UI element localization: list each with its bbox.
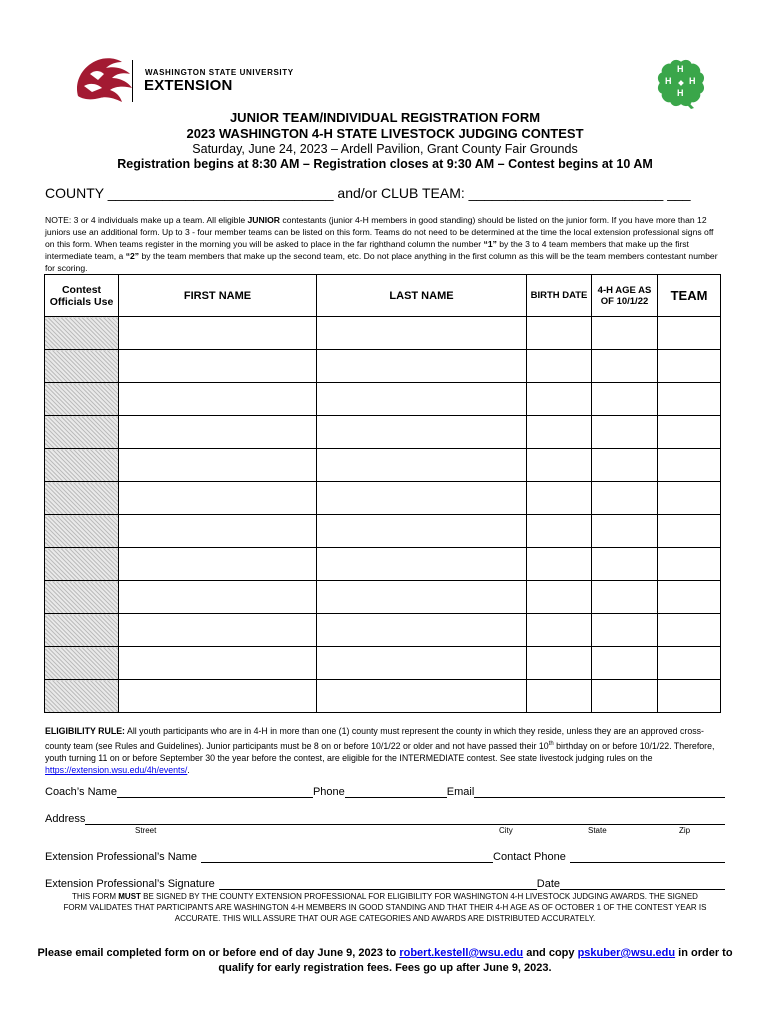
ext-signature-label: Extension Professional’s Signature (45, 878, 215, 890)
instructions-note: NOTE: 3 or 4 individuals make up a team. All eligible JUNIOR contestants (junior 4-H members in good standing) should be listed on the junior form. If you have more than 12 juniors use an additional form. Up to 3 - four member teams can be listed on this form. Teams do not need to be determined at the time the local extension professional signs off on this form. When teams register in the morning you will be asked to place in the far righthand column the number “1” by the 3 to 4 team members that make up the first intermediate team, a “2” by the team members that make up the second team, etc. Do not place anything in the first column as this will be the team members contestant number for scoring. (45, 215, 718, 273)
first-name-cell[interactable] (119, 647, 317, 680)
age-cell[interactable] (592, 515, 658, 548)
table-row (45, 350, 721, 383)
team-cell[interactable] (658, 449, 721, 482)
table-row (45, 581, 721, 614)
header-team: TEAM (658, 275, 721, 317)
team-cell[interactable] (658, 614, 721, 647)
registration-times: Registration begins at 8:30 AM – Registration closes at 9:30 AM – Contest begins at 10 AM (117, 157, 653, 171)
age-cell[interactable] (592, 449, 658, 482)
header-4h-age: 4-H AGE AS OF 10/1/22 (592, 275, 658, 317)
team-cell[interactable] (658, 383, 721, 416)
birth-date-cell[interactable] (527, 416, 592, 449)
ext-name-field[interactable] (201, 851, 493, 863)
email-link-kuber[interactable]: pskuber@wsu.edu (577, 947, 676, 959)
registration-table (44, 274, 721, 713)
first-name-cell[interactable] (119, 581, 317, 614)
coach-name-label: Coach’s Name (45, 786, 117, 798)
county-club-team-field[interactable]: COUNTY _____________________________ and/or CLUB TEAM: _________________________ ___ (45, 185, 691, 201)
first-name-cell[interactable] (119, 449, 317, 482)
coach-contact-row (45, 786, 725, 798)
first-name-cell[interactable] (119, 482, 317, 515)
svg-text:H: H (665, 76, 672, 86)
birth-date-cell[interactable] (527, 581, 592, 614)
contact-phone-label: Contact Phone (493, 851, 566, 863)
team-cell[interactable] (658, 548, 721, 581)
first-name-cell[interactable] (119, 350, 317, 383)
extension-professional-row (45, 851, 725, 863)
event-date-location: Saturday, June 24, 2023 – Ardell Pavilion, Grant County Fair Grounds (192, 142, 578, 156)
age-cell[interactable] (592, 416, 658, 449)
wsu-name: WASHINGTON STATE UNIVERSITY (145, 68, 294, 77)
phone-label: Phone (312, 786, 345, 798)
birth-date-cell[interactable] (527, 449, 592, 482)
signature-row (45, 878, 725, 890)
submission-instructions: Please email completed form on or before end of day June 9, 2023 to robert.kestell@wsu.edu and copy pskuber@wsu.edu in order to qualify for early registration fees. Fees go up after June 9, 2023. (37, 947, 733, 974)
age-cell[interactable] (592, 548, 658, 581)
first-name-cell[interactable] (119, 548, 317, 581)
contest-number-cell (45, 350, 119, 383)
team-cell[interactable] (658, 416, 721, 449)
coach-name-field[interactable] (117, 786, 313, 798)
wsu-cougar-logo (70, 52, 140, 104)
table-row (45, 482, 721, 515)
team-cell[interactable] (658, 317, 721, 350)
last-name-cell[interactable] (317, 449, 527, 482)
street-label: Street (135, 826, 157, 835)
team-cell[interactable] (658, 515, 721, 548)
first-name-cell[interactable] (119, 416, 317, 449)
table-row (45, 680, 721, 713)
table-row (45, 647, 721, 680)
contest-number-cell (45, 647, 119, 680)
birth-date-cell[interactable] (527, 350, 592, 383)
last-name-cell[interactable] (317, 383, 527, 416)
contest-number-cell (45, 614, 119, 647)
table-row (45, 383, 721, 416)
city-label: City (499, 826, 513, 835)
header-contest-officials: Contest Officials Use (45, 275, 119, 317)
first-name-cell[interactable] (119, 515, 317, 548)
contest-number-cell (45, 317, 119, 350)
age-cell[interactable] (592, 581, 658, 614)
table-row (45, 548, 721, 581)
contest-number-cell (45, 548, 119, 581)
header-birth-date: BIRTH DATE (527, 275, 592, 317)
email-link-kestell[interactable]: robert.kestell@wsu.edu (399, 947, 524, 959)
birth-date-cell[interactable] (527, 317, 592, 350)
age-cell[interactable] (592, 482, 658, 515)
wsu-extension-label: EXTENSION (144, 77, 233, 94)
contest-number-cell (45, 482, 119, 515)
age-cell[interactable] (592, 350, 658, 383)
address-label: Address (45, 813, 86, 825)
svg-text:H: H (677, 64, 684, 74)
contest-number-cell (45, 383, 119, 416)
logo-divider (132, 60, 133, 102)
last-name-cell[interactable] (317, 482, 527, 515)
age-cell[interactable] (592, 680, 658, 713)
birth-date-cell[interactable] (527, 383, 592, 416)
first-name-cell[interactable] (119, 317, 317, 350)
contest-number-cell (45, 680, 119, 713)
birth-date-cell[interactable] (527, 548, 592, 581)
table-row (45, 317, 721, 350)
last-name-cell[interactable] (317, 680, 527, 713)
contact-phone-field[interactable] (570, 851, 725, 863)
birth-date-cell[interactable] (527, 647, 592, 680)
table-row (45, 515, 721, 548)
birth-date-cell[interactable] (527, 614, 592, 647)
contest-number-cell (45, 416, 119, 449)
contest-number-cell (45, 515, 119, 548)
last-name-cell[interactable] (317, 317, 527, 350)
first-name-cell[interactable] (119, 383, 317, 416)
last-name-cell[interactable] (317, 614, 527, 647)
table-row (45, 416, 721, 449)
team-cell[interactable] (658, 647, 721, 680)
zip-label: Zip (679, 826, 691, 835)
svg-text:H: H (689, 76, 696, 86)
header-first-name: FIRST NAME (119, 275, 317, 317)
svg-text:H: H (677, 88, 684, 98)
email-label: Email (446, 786, 475, 798)
team-cell[interactable] (658, 581, 721, 614)
form-title: JUNIOR TEAM/INDIVIDUAL REGISTRATION FORM (229, 110, 541, 125)
last-name-cell[interactable] (317, 548, 527, 581)
contest-title: 2023 WASHINGTON 4-H STATE LIVESTOCK JUDGING CONTEST (186, 126, 584, 141)
team-cell[interactable] (658, 350, 721, 383)
address-field[interactable] (85, 813, 725, 825)
first-name-cell[interactable] (119, 680, 317, 713)
signature-requirement-note: THIS FORM MUST BE SIGNED BY THE COUNTY EXTENSION PROFESSIONAL FOR ELIGIBILITY FOR WASHINGTON 4-H LIVESTOCK JUDGING AWARDS. THE SIGNED FORM VALIDATES THAT PARTICIPANTS ARE WASHINGTON 4-H MEMBERS IN GOOD STANDING AND THAT THEIR 4-H AGE AS OF OCTOBER 1 OF THE CONTEST YEAR IS ACCURATE. THIS WILL ASSURE THAT OUR AGE CATEGORIES AND AWARDS ARE DISTRIBUTED ACCURATELY. (63, 892, 707, 923)
date-field[interactable] (560, 878, 725, 890)
address-row (45, 813, 725, 825)
contest-number-cell (45, 449, 119, 482)
last-name-cell[interactable] (317, 416, 527, 449)
team-cell[interactable] (658, 680, 721, 713)
table-row (45, 614, 721, 647)
birth-date-cell[interactable] (527, 680, 592, 713)
ext-name-label: Extension Professional’s Name (45, 851, 198, 863)
email-field[interactable] (474, 786, 725, 798)
age-cell[interactable] (592, 647, 658, 680)
table-row (45, 449, 721, 482)
four-h-clover-logo (654, 56, 708, 110)
age-cell[interactable] (592, 317, 658, 350)
last-name-cell[interactable] (317, 515, 527, 548)
birth-date-cell[interactable] (527, 482, 592, 515)
date-label: Date (536, 878, 561, 890)
last-name-cell[interactable] (317, 350, 527, 383)
age-cell[interactable] (592, 383, 658, 416)
last-name-cell[interactable] (317, 581, 527, 614)
state-label: State (588, 826, 607, 835)
birth-date-cell[interactable] (527, 515, 592, 548)
age-cell[interactable] (592, 614, 658, 647)
eligibility-rule: ELIGIBILITY RULE: All youth participants who are in 4-H in more than one (1) county must represent the county in which they reside, unless they are an approved cross-county team (see Rules and Guidelines). Junior participants must be 8 on or before 10/1/22 or older and not have passed their 10th birthday on or before 10/1/22. Therefore, youth turning 11 on or before September 30 the year before the contest, are eligible for the INTERMEDIATE contest. See state livestock judging rules on the https://extension.wsu.edu/4h/events/. (45, 726, 715, 776)
team-cell[interactable] (658, 482, 721, 515)
ext-signature-field[interactable] (219, 878, 537, 890)
first-name-cell[interactable] (119, 614, 317, 647)
last-name-cell[interactable] (317, 647, 527, 680)
events-link[interactable]: https://extension.wsu.edu/4h/events/ (45, 765, 188, 776)
header-last-name: LAST NAME (317, 275, 527, 317)
contest-number-cell (45, 581, 119, 614)
phone-field[interactable] (345, 786, 447, 798)
